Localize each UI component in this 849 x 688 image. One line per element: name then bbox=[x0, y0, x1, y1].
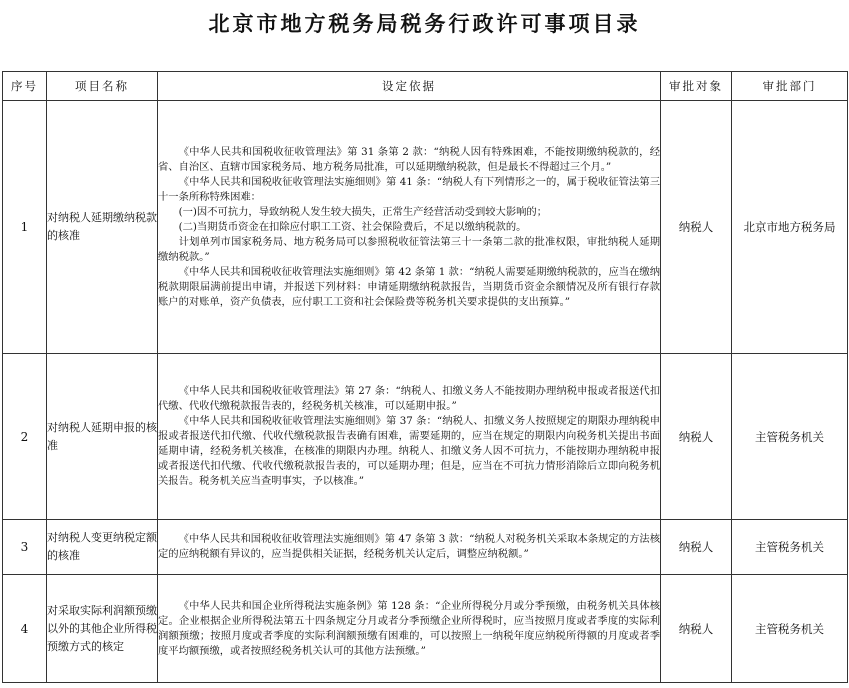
row-approval-target: 纳税人 bbox=[661, 575, 732, 683]
row-approval-target: 纳税人 bbox=[661, 354, 732, 520]
header-item-name: 项目名称 bbox=[47, 72, 158, 101]
table-row bbox=[3, 575, 848, 683]
row-item-name: 对采取实际利润额预缴以外的其他企业所得税预缴方式的核定 bbox=[47, 575, 158, 683]
header-approval-target: 审批对象 bbox=[661, 72, 732, 101]
row-index: 3 bbox=[3, 520, 47, 575]
row-legal-basis bbox=[158, 101, 661, 354]
row-approval-dept: 主管税务机关 bbox=[732, 354, 848, 520]
row-index: 1 bbox=[3, 101, 47, 354]
row-approval-dept: 主管税务机关 bbox=[732, 520, 848, 575]
basis-paragraph: 《中华人民共和国税收征收管理法实施细则》第 41 条：“纳税人有下列情形之一的，属于税收征管法第三十一条所称特殊困难： bbox=[158, 175, 660, 203]
page-title: 北京市地方税务局税务行政许可事项目录 bbox=[208, 11, 641, 36]
row-item-name: 对纳税人变更纳税定额的核准 bbox=[47, 520, 158, 575]
catalog-table bbox=[2, 71, 848, 683]
table-row bbox=[3, 520, 848, 575]
row-approval-dept: 北京市地方税务局 bbox=[732, 101, 848, 354]
basis-paragraph: 《中华人民共和国税收征收管理法实施细则》第 37 条：“纳税人、扣缴义务人按照规定的期限办理纳税申报或者报送代扣代缴、代收代缴税款报告表确有困难，需要延期的，应当在规定的期限内向税务机关提出书面延期申请，经税务机关核准，在核准的期限内办理。纳税人、扣缴义务人因不可抗力，不能按期办理纳税申报或者报送代扣代缴、代收代缴税款报告表的，可以延期办理；但是，应当在不可抗力情形消除后立即向税务机关报告。税务机关应当查明事实，予以核准。” bbox=[158, 415, 660, 487]
header-approval-dept: 审批部门 bbox=[732, 72, 848, 101]
table-header-row bbox=[3, 72, 848, 101]
row-index: 4 bbox=[3, 575, 47, 683]
basis-paragraph: (二)当期货币资金在扣除应付职工工资、社会保险费后，不足以缴纳税款的。 bbox=[178, 220, 527, 233]
row-item-name: 对纳税人延期缴纳税款的核准 bbox=[47, 101, 158, 354]
basis-paragraph: 《中华人民共和国企业所得税法实施条例》第 128 条：“企业所得税分月或分季预缴，由税务机关具体核定。企业根据企业所得税法第五十四条规定分月或者分季预缴企业所得税时，应当按照月度或者季度的实际利润额预缴；按照月度或者季度的实际利润额预缴有困难的，可以按照上一纳税年度应纳税所得额的月度或者季度平均额预缴，或者按照经税务机关认可的其他方法预缴。” bbox=[158, 599, 660, 657]
basis-paragraph: 《中华人民共和国税收征收管理法》第 27 条：“纳税人、扣缴义务人不能按期办理纳税申报或者报送代扣代缴、代收代缴税款报告表的，经税务机关核准，可以延期申报。” bbox=[158, 385, 660, 412]
row-approval-dept: 主管税务机关 bbox=[732, 575, 848, 683]
header-index: 序号 bbox=[3, 72, 47, 101]
basis-paragraph: 《中华人民共和国税收征收管理法实施细则》第 47 条第 3 款：“纳税人对税务机关采取本条规定的方法核定的应纳税额有异议的，应当提供相关证据，经税务机关认定后，调整应纳税额。” bbox=[158, 533, 660, 560]
row-approval-target: 纳税人 bbox=[661, 520, 732, 575]
row-legal-basis bbox=[158, 575, 661, 683]
table-row bbox=[3, 101, 848, 354]
table-row bbox=[3, 354, 848, 520]
row-item-name: 对纳税人延期申报的核准 bbox=[47, 354, 158, 520]
row-index: 2 bbox=[3, 354, 47, 520]
header-legal-basis: 设定依据 bbox=[158, 72, 661, 101]
row-approval-target: 纳税人 bbox=[661, 101, 732, 354]
row-legal-basis bbox=[158, 354, 661, 520]
basis-paragraph: 计划单列市国家税务局、地方税务局可以参照税收征管法第三十一条第二款的批准权限，审批纳税人延期缴纳税款。” bbox=[158, 235, 660, 263]
basis-paragraph: 《中华人民共和国税收征收管理法》第 31 条第 2 款：“纳税人因有特殊困难，不能按期缴纳税款的，经省、自治区、直辖市国家税务局、地方税务局批准，可以延期缴纳税款，但是最长不得超过三个月。” bbox=[158, 145, 660, 173]
row-legal-basis bbox=[158, 520, 661, 575]
basis-paragraph: (一)因不可抗力，导致纳税人发生较大损失，正常生产经营活动受到较大影响的； bbox=[178, 205, 548, 218]
basis-paragraph: 《中华人民共和国税收征收管理法实施细则》第 42 条第 1 款：“纳税人需要延期缴纳税款的，应当在缴纳税款期限届满前提出申请，并报送下列材料：申请延期缴纳税款报告，当期货币资金余额情况及所有银行存款账户的对账单，资产负债表，应付职工工资和社会保险费等税务机关要求提供的支出预算。” bbox=[158, 265, 660, 308]
